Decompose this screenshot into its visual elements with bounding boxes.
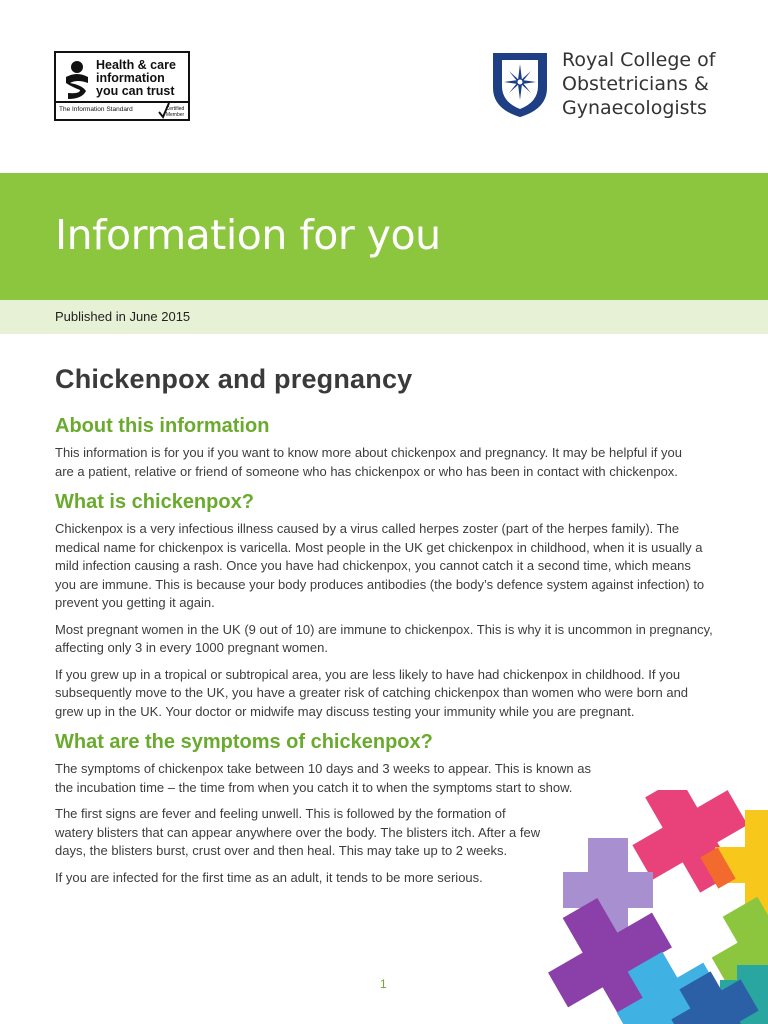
paragraph: The symptoms of chickenpox take between 10 days and 3 weeks to appear. This is known as the incubation time – the time from when you catch it to when the symptoms start to show. — [55, 761, 591, 795]
section-heading: What is chickenpox? — [55, 491, 254, 513]
section-heading: What are the symptoms of chickenpox? — [55, 731, 433, 753]
rcog-name-line: Royal College of — [562, 49, 716, 71]
page-number: 1 — [380, 977, 387, 991]
paragraph: Chickenpox is a very infectious illness caused by a virus called herpes zoster (part of the herpes family). The medical name for chickenpox is varicella. Most people in the UK get chickenpox in childhood, when it is usually a mild infection causing a rash. Once you have had chickenpox, you cannot catch it a second time, which means you are immune. This is because your body produces antibodies (the body’s defence system against infection) to prevent you getting it again. — [55, 521, 705, 610]
information-standard-icon — [62, 59, 92, 101]
title-banner — [0, 173, 768, 300]
information-standard-logo — [54, 51, 190, 121]
certified-member-badge: Certified Member — [165, 106, 185, 118]
paragraph: This information is for you if you want to know more about chickenpox and pregnancy. It may be helpful if you are a patient, relative or friend of someone who has chickenpox or who has been in contact with chickenpox. — [55, 445, 682, 479]
rcog-shield-icon — [492, 52, 548, 118]
information-standard-text: Health & care information you can trust — [96, 58, 176, 98]
section-about — [55, 415, 715, 481]
rcog-name — [562, 48, 762, 120]
information-standard-strip: The Information Standard — [56, 101, 188, 119]
section-heading: About this information — [55, 415, 270, 437]
page-title: Chickenpox and pregnancy — [55, 364, 413, 394]
banner-title: Information for you — [55, 211, 441, 259]
paragraph: If you are infected for the first time as an adult, it tends to be more serious. — [55, 869, 483, 885]
section-what-is — [55, 491, 715, 721]
decorative-crosses — [540, 790, 768, 1024]
published-bar — [0, 300, 768, 334]
paragraph: Most pregnant women in the UK (9 out of 10) are immune to chickenpox. This is why it is uncommon in pregnancy, affecting only 3 in every 1000 pregnant women. — [55, 621, 713, 655]
paragraph: If you grew up in a tropical or subtropical area, you are less likely to have had chickenpox in childhood. If you subsequently move to the UK, you have a greater risk of catching chickenpox than women who were born and grew up in the UK. Your doctor or midwife may discuss testing your immunity while you are pregnant. — [55, 666, 689, 719]
paragraph: The first signs are fever and feeling unwell. This is followed by the formation of watery blisters that can appear anywhere over the body. The blisters itch. After a few days, the blisters burst, crust over and then heal. This may take up to 2 weeks. — [55, 806, 541, 858]
rcog-name-line: Gynaecologists — [562, 97, 707, 119]
published-date: Published in June 2015 — [55, 309, 191, 324]
rcog-name-line: Obstetricians & — [562, 73, 709, 95]
